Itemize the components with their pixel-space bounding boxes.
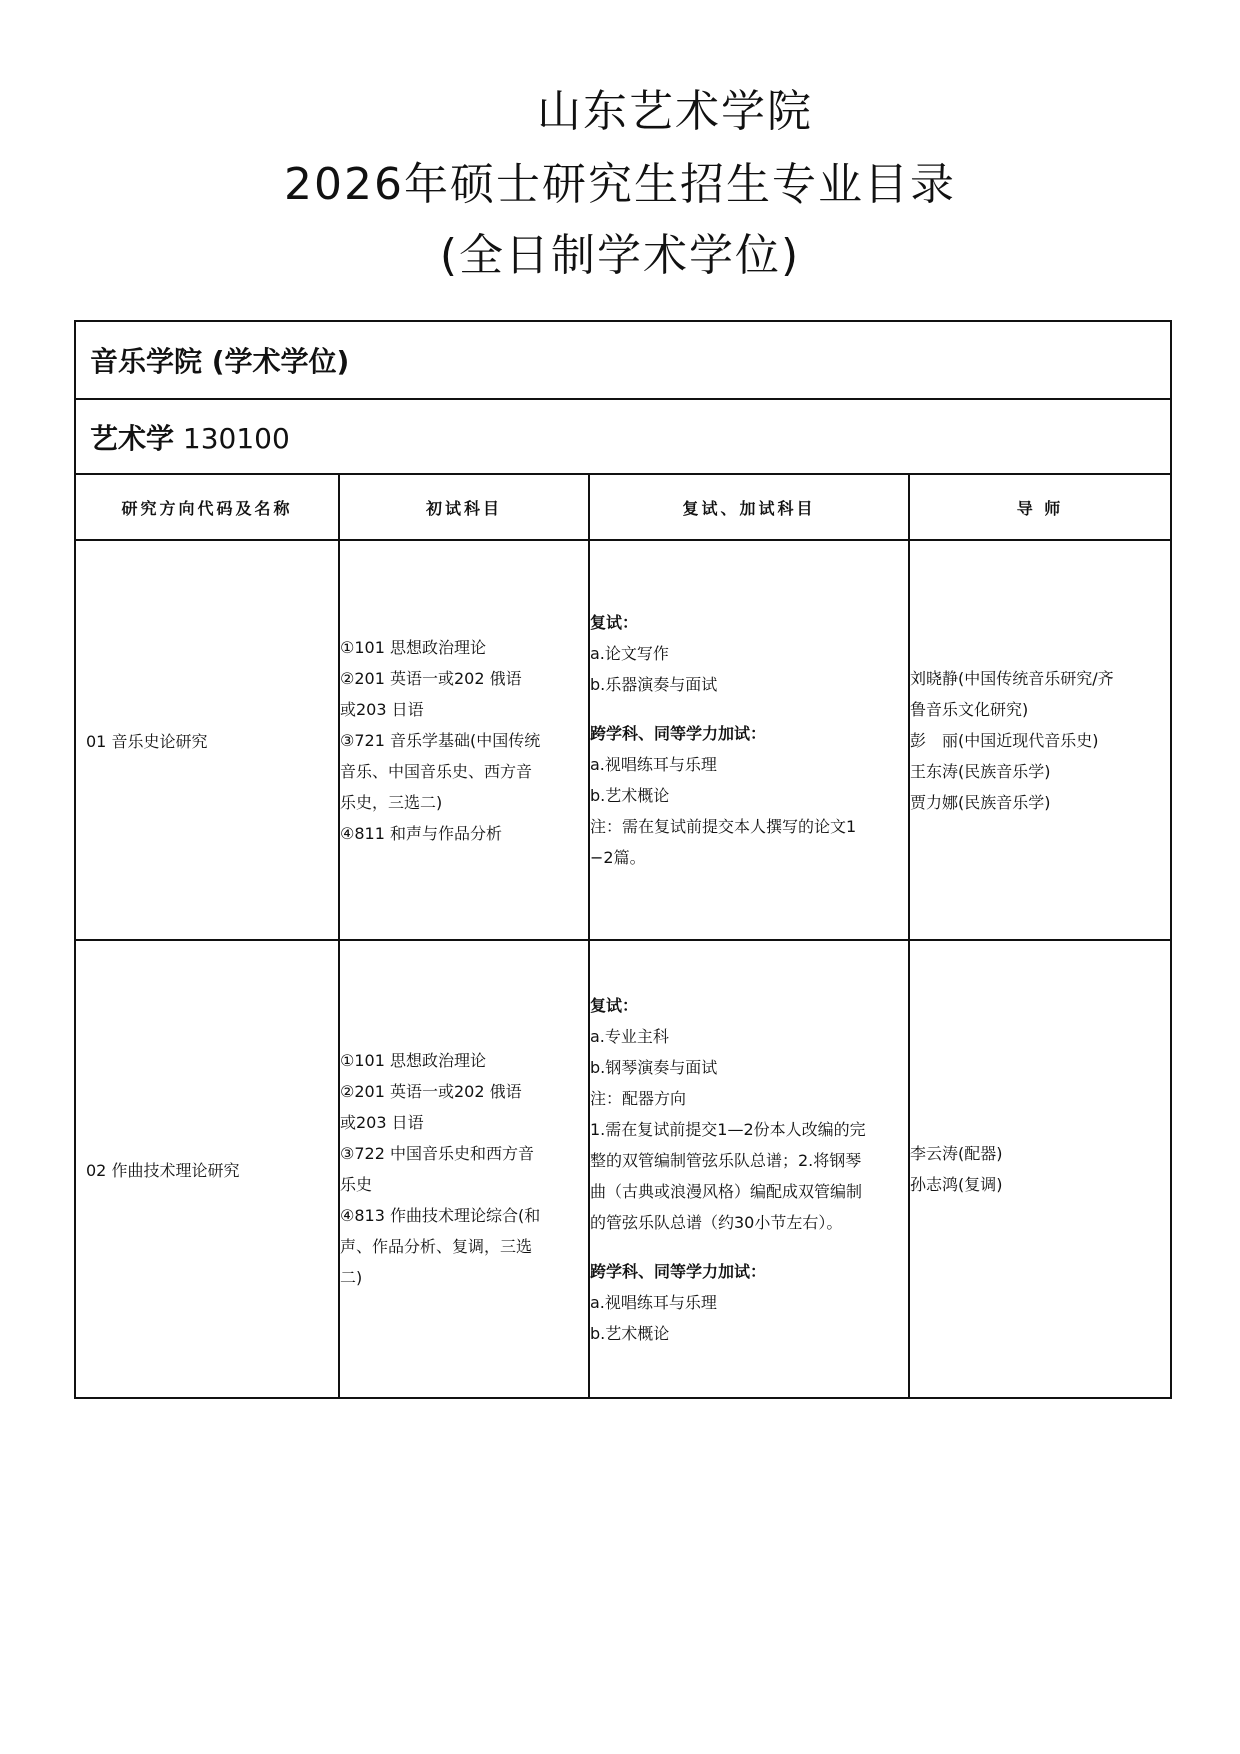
major-code: 130100	[182, 421, 290, 455]
exam-subject: 乐史	[340, 1175, 373, 1194]
retest-note: 1.需在复试前提交1—2份本人改编的完	[590, 1119, 866, 1139]
exam-subject: ①101 思想政治理论	[340, 1051, 486, 1070]
major-name: 艺术学	[90, 421, 175, 455]
supervisor-cell	[909, 940, 1171, 1398]
exam-subject: 或203 日语	[340, 1113, 424, 1132]
retest-item: a.论文写作	[590, 644, 669, 663]
retest-note: 的管弦乐队总谱（约30小节左右）。	[590, 1212, 843, 1232]
exam-subject: 二)	[340, 1268, 363, 1287]
school-title: 山东艺术学院	[537, 86, 813, 137]
initial-exam-cell	[339, 940, 589, 1398]
supervisor: 贾力娜(民族音乐学)	[910, 792, 1051, 812]
table-header	[75, 474, 1171, 540]
exam-subject: ②201 英语一或202 俄语	[340, 668, 522, 688]
extra-exam-heading: 跨学科、同等学力加试：	[590, 1261, 767, 1281]
catalog-table	[74, 320, 1172, 1399]
exam-subject: ①101 思想政治理论	[340, 637, 486, 657]
extra-exam-heading: 跨学科、同等学力加试：	[590, 724, 767, 743]
exam-subject: 乐史，三选二)	[340, 792, 443, 812]
retest-cell	[589, 540, 909, 940]
extra-exam-note: 注：需在复试前提交本人撰写的论文1	[590, 817, 857, 836]
retest-item: b.乐器演奏与面试	[590, 675, 718, 694]
column-header-retest: 复试、加试科目	[589, 474, 909, 540]
table-row	[75, 940, 1171, 1398]
supervisor: 王东涛(民族音乐学)	[910, 761, 1051, 781]
column-header-supervisor: 导 师	[909, 474, 1171, 540]
supervisor: 李云涛(配器)	[910, 1144, 1003, 1163]
table-row	[75, 540, 1171, 940]
exam-subject: 声、作品分析、复调，三选	[340, 1237, 533, 1256]
retest-item: a.专业主科	[590, 1026, 669, 1046]
extra-exam-note: −2篇。	[590, 848, 646, 867]
column-header-direction: 研究方向代码及名称	[75, 474, 339, 540]
direction-name: 01 音乐史论研究	[75, 540, 339, 940]
direction-name: 02 作曲技术理论研究	[75, 940, 339, 1398]
exam-subject: ②201 英语一或202 俄语	[340, 1082, 522, 1101]
supervisor-cell	[909, 540, 1171, 940]
major-banner	[75, 399, 1171, 474]
extra-exam-item: b.艺术概论	[590, 1323, 670, 1343]
extra-exam-item: a.视唱练耳与乐理	[590, 755, 717, 774]
supervisor: 彭 丽(中国近现代音乐史)	[910, 730, 1099, 750]
exam-subject: ③722 中国音乐史和西方音	[340, 1144, 534, 1163]
retest-heading: 复试：	[590, 613, 639, 632]
retest-note: 注：配器方向	[590, 1088, 687, 1108]
college-banner: 音乐学院 (学术学位)	[75, 321, 1171, 399]
initial-exam-cell	[339, 540, 589, 940]
supervisor: 孙志鸿(复调)	[910, 1175, 1003, 1194]
catalog-subtitle: (全日制学术学位)	[439, 230, 801, 281]
retest-note: 曲（古典或浪漫风格）编配成双管编制	[590, 1181, 863, 1201]
exam-subject: ③721 音乐学基础(中国传统	[340, 730, 541, 750]
exam-subject: 音乐、中国音乐史、西方音	[340, 761, 533, 781]
catalog-title: 2026年硕士研究生招生专业目录	[284, 159, 956, 210]
retest-note: 整的双管编制管弦乐队总谱；2.将钢琴	[590, 1150, 862, 1170]
supervisor: 刘晓静(中国传统音乐研究/齐	[910, 668, 1114, 688]
exam-subject: ④811 和声与作品分析	[340, 823, 502, 843]
exam-subject: 或203 日语	[340, 699, 424, 719]
column-header-initial-exam: 初试科目	[339, 474, 589, 540]
extra-exam-item: a.视唱练耳与乐理	[590, 1292, 717, 1312]
exam-subject: ④813 作曲技术理论综合(和	[340, 1206, 541, 1225]
extra-exam-item: b.艺术概论	[590, 786, 670, 805]
retest-cell	[589, 940, 909, 1398]
supervisor: 鲁音乐文化研究)	[910, 699, 1029, 719]
retest-heading: 复试：	[590, 995, 639, 1015]
retest-item: b.钢琴演奏与面试	[590, 1057, 718, 1077]
